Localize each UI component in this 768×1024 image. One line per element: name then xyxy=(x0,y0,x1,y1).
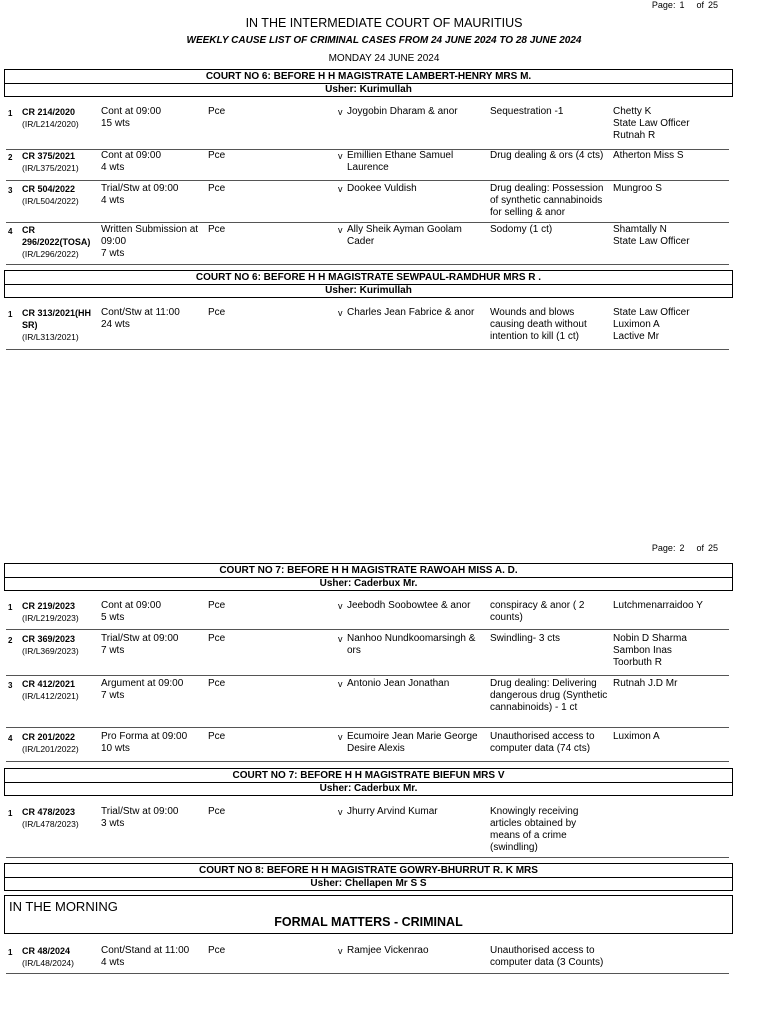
case-index: 3 xyxy=(8,681,13,690)
offence: Drug dealing: Delivering dangerous drug (Synthetic cannabinoids) - 1 ct xyxy=(490,678,608,713)
case-row xyxy=(6,600,729,630)
offence: Sodomy (1 ct) xyxy=(490,224,553,235)
versus: v xyxy=(338,107,343,117)
case-row xyxy=(6,106,729,150)
offence: Swindling- 3 cts xyxy=(490,633,561,644)
counsel: Chetty K State Law Officer Rutnah R xyxy=(613,106,690,141)
case-index: 1 xyxy=(8,310,13,319)
list-title: WEEKLY CAUSE LIST OF CRIMINAL CASES FROM 24 JUNE 2024 TO 28 JUNE 2024 xyxy=(186,35,582,46)
list-date: MONDAY 24 JUNE 2024 xyxy=(328,53,440,64)
offence: conspiracy & anor ( 2 counts) xyxy=(490,600,585,623)
versus: v xyxy=(338,807,343,817)
case-number: CR 375/2021 (IR/L375/2021) xyxy=(22,151,79,173)
accused: Dookee Vuldish xyxy=(347,183,417,194)
court-name: COURT NO 6: BEFORE H H MAGISTRATE LAMBERT-HENRY MRS M. xyxy=(5,70,732,84)
offence: Sequestration -1 xyxy=(490,106,564,117)
case-number: CR 412/2021 (IR/L412/2021) xyxy=(22,679,79,701)
court-name: COURT NO 6: BEFORE H H MAGISTRATE SEWPAUL-RAMDHUR MRS R . xyxy=(5,271,732,285)
versus: v xyxy=(338,601,343,611)
prosecution: Pce xyxy=(208,600,226,611)
court-header xyxy=(4,69,733,97)
case-index: 3 xyxy=(8,186,13,195)
case-stage: Cont at 09:00 15 wts xyxy=(101,106,162,129)
case-number: CR 201/2022 (IR/L201/2022) xyxy=(22,732,79,754)
case-row xyxy=(6,678,729,728)
case-row xyxy=(6,945,729,974)
page-number: Page: 1 of 25 xyxy=(651,0,718,10)
versus: v xyxy=(338,225,343,235)
counsel: Luximon A xyxy=(613,731,660,742)
case-row xyxy=(6,224,729,265)
prosecution: Pce xyxy=(208,806,226,817)
court-name: COURT NO 8: BEFORE H H MAGISTRATE GOWRY-BHURRUT R. K MRS xyxy=(5,864,732,878)
case-stage: Trial/Stw at 09:00 4 wts xyxy=(101,183,179,206)
case-index: 2 xyxy=(8,636,13,645)
offence: Knowingly receiving articles obtained by means of a crime (swindling) xyxy=(490,806,579,853)
court-name: COURT NO 7: BEFORE H H MAGISTRATE RAWOAH MISS A. D. xyxy=(5,564,732,578)
versus: v xyxy=(338,184,343,194)
case-number: CR 214/2020 (IR/L214/2020) xyxy=(22,107,79,129)
case-row xyxy=(6,633,729,676)
prosecution: Pce xyxy=(208,678,226,689)
case-index: 1 xyxy=(8,948,13,957)
versus: v xyxy=(338,151,343,161)
court-header xyxy=(4,863,733,891)
counsel: Mungroo S xyxy=(613,183,662,194)
versus: v xyxy=(338,732,343,742)
prosecution: Pce xyxy=(208,633,226,644)
page-number: Page: 2 of 25 xyxy=(651,543,718,553)
prosecution: Pce xyxy=(208,307,226,318)
session-title: FORMAL MATTERS - CRIMINAL xyxy=(274,915,463,929)
prosecution: Pce xyxy=(208,106,226,117)
prosecution: Pce xyxy=(208,224,226,235)
accused: Joygobin Dharam & anor xyxy=(347,106,458,117)
court-title: IN THE INTERMEDIATE COURT OF MAURITIUS xyxy=(245,16,523,30)
accused: Ecumoire Jean Marie George Desire Alexis xyxy=(347,731,478,754)
case-row xyxy=(6,183,729,223)
case-number: CR 369/2023 (IR/L369/2023) xyxy=(22,634,79,656)
case-number: CR 478/2023 (IR/L478/2023) xyxy=(22,807,79,829)
accused: Nanhoo Nundkoomarsingh & ors xyxy=(347,633,476,656)
court-header xyxy=(4,563,733,591)
case-index: 1 xyxy=(8,809,13,818)
prosecution: Pce xyxy=(208,945,226,956)
session-time: IN THE MORNING xyxy=(9,899,118,914)
offence: Drug dealing: Possession of synthetic cannabinoids for selling & anor xyxy=(490,183,604,218)
counsel: Atherton Miss S xyxy=(613,150,684,161)
case-index: 4 xyxy=(8,734,13,743)
counsel: Shamtally N State Law Officer xyxy=(613,224,690,247)
prosecution: Pce xyxy=(208,183,226,194)
case-row xyxy=(6,731,729,762)
case-number: CR 219/2023 (IR/L219/2023) xyxy=(22,601,79,623)
case-number: CR 296/2022(TOSA) (IR/L296/2022) xyxy=(22,225,91,259)
case-stage: Argument at 09:00 7 wts xyxy=(101,678,184,701)
case-stage: Trial/Stw at 09:00 7 wts xyxy=(101,633,179,656)
accused: Charles Jean Fabrice & anor xyxy=(347,307,475,318)
case-number: CR 504/2022 (IR/L504/2022) xyxy=(22,184,79,206)
case-index: 1 xyxy=(8,109,13,118)
accused: Ramjee Vickenrao xyxy=(347,945,429,956)
case-stage: Cont at 09:00 4 wts xyxy=(101,150,162,173)
accused: Jhurry Arvind Kumar xyxy=(347,806,438,817)
usher-name: Usher: Kurimullah xyxy=(325,285,412,296)
counsel: Lutchmenarraidoo Y xyxy=(613,600,703,611)
session-header xyxy=(4,895,733,934)
prosecution: Pce xyxy=(208,150,226,161)
case-row xyxy=(6,150,729,181)
offence: Drug dealing & ors (4 cts) xyxy=(490,150,604,161)
usher-name: Usher: Caderbux Mr. xyxy=(319,783,418,794)
court-name: COURT NO 7: BEFORE H H MAGISTRATE BIEFUN MRS V xyxy=(5,769,732,783)
case-stage: Cont/Stand at 11:00 4 wts xyxy=(101,945,190,968)
accused: Ally Sheik Ayman Goolam Cader xyxy=(347,224,462,247)
versus: v xyxy=(338,308,343,318)
accused: Antonio Jean Jonathan xyxy=(347,678,450,689)
case-index: 2 xyxy=(8,153,13,162)
counsel: Rutnah J.D Mr xyxy=(613,678,678,689)
case-stage: Cont at 09:00 5 wts xyxy=(101,600,162,623)
counsel: Nobin D Sharma Sambon Inas Toorbuth R xyxy=(613,633,687,668)
case-index: 4 xyxy=(8,227,13,236)
accused: Jeebodh Soobowtee & anor xyxy=(347,600,471,611)
case-number: CR 313/2021(HH SR) (IR/L313/2021) xyxy=(22,308,92,342)
counsel: State Law Officer Luximon A Lactive Mr xyxy=(613,307,690,342)
case-stage: Cont/Stw at 11:00 24 wts xyxy=(101,307,180,330)
court-header xyxy=(4,270,733,298)
court-header xyxy=(4,768,733,796)
versus: v xyxy=(338,946,343,956)
versus: v xyxy=(338,679,343,689)
case-row xyxy=(6,806,729,858)
offence: Wounds and blows causing death without intention to kill (1 ct) xyxy=(490,307,587,342)
case-stage: Pro Forma at 09:00 10 wts xyxy=(101,731,188,754)
prosecution: Pce xyxy=(208,731,226,742)
case-stage: Trial/Stw at 09:00 3 wts xyxy=(101,806,179,829)
case-stage: Written Submission at 09:00 7 wts xyxy=(101,224,199,259)
offence: Unauthorised access to computer data (74 cts) xyxy=(490,731,595,754)
accused: Emillien Ethane Samuel Laurence xyxy=(347,150,454,173)
versus: v xyxy=(338,634,343,644)
usher-name: Usher: Kurimullah xyxy=(325,84,412,95)
case-row xyxy=(6,307,729,350)
usher-name: Usher: Caderbux Mr. xyxy=(319,578,418,589)
case-number: CR 48/2024 (IR/L48/2024) xyxy=(22,946,74,968)
usher-name: Usher: Chellapen Mr S S xyxy=(310,878,427,889)
offence: Unauthorised access to computer data (3 Counts) xyxy=(490,945,604,968)
case-index: 1 xyxy=(8,603,13,612)
